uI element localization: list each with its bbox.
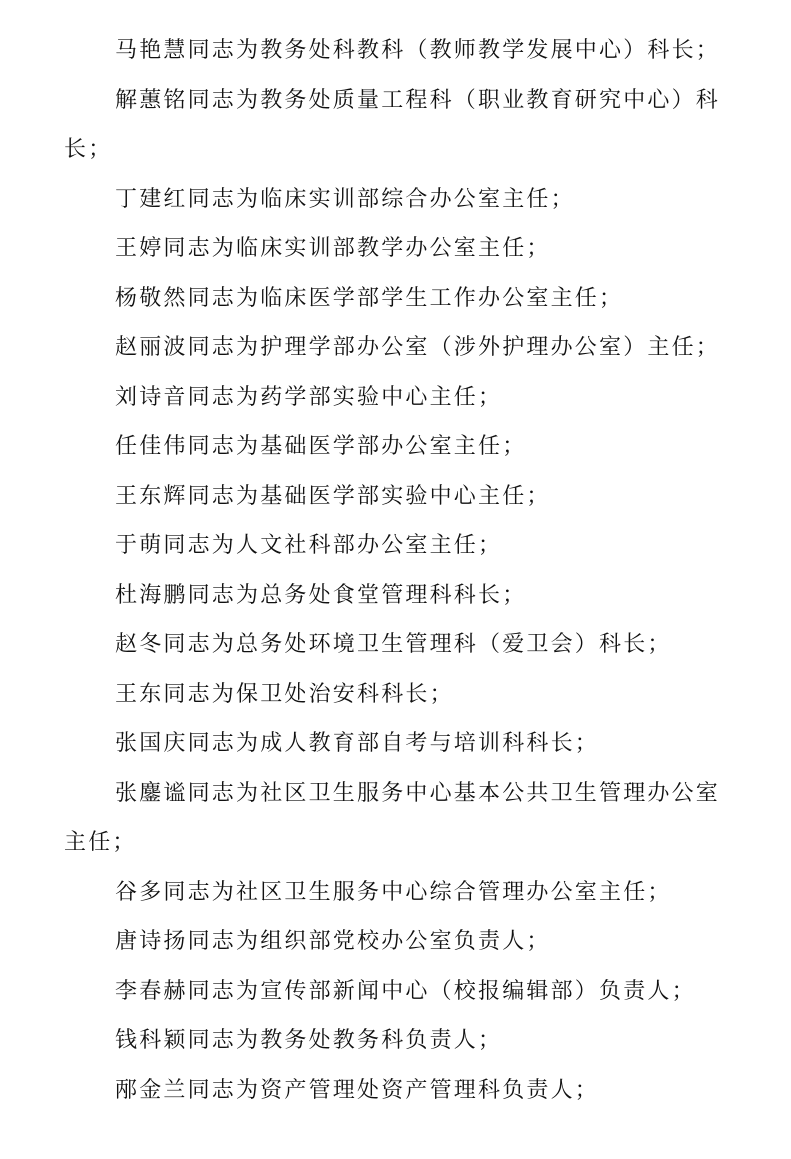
appointment-paragraph: 杜海鹏同志为总务处食堂管理科科长； (115, 582, 527, 608)
document-body (64, 26, 728, 1115)
appointment-paragraph: 刘诗音同志为药学部实验中心主任； (115, 384, 503, 410)
appointment-paragraph: 杨敬然同志为临床医学部学生工作办公室主任； (115, 285, 624, 311)
appointment-paragraph: 唐诗扬同志为组织部党校办公室负责人； (115, 929, 551, 954)
appointment-paragraph: 钱科颖同志为教务处教务科负责人； (115, 1028, 503, 1053)
appointment-paragraph: 邴金兰同志为资产管理处资产管理科负责人； (115, 1077, 600, 1103)
appointment-paragraph: 马艳慧同志为教务处科教科（教师教学发展中心）科长； (115, 38, 721, 63)
appointment-paragraph: 于萌同志为人文社科部办公室主任； (115, 533, 503, 558)
appointment-paragraph: 王东同志为保卫处治安科科长； (115, 681, 454, 707)
appointment-paragraph: 李春赫同志为宣传部新闻中心（校报编辑部）负责人； (115, 978, 696, 1004)
appointment-paragraph: 赵冬同志为总务处环境卫生管理科（爱卫会）科长； (115, 632, 672, 657)
appointment-paragraph: 王婷同志为临床实训部教学办公室主任； (115, 236, 551, 261)
appointment-paragraph: 张鏖谧同志为社区卫生服务中心基本公共卫生管理办公室主任； (64, 780, 721, 855)
appointment-paragraph: 谷多同志为社区卫生服务中心综合管理办公室主任； (115, 879, 672, 905)
appointment-paragraph: 赵丽波同志为护理学部办公室（涉外护理办公室）主任； (115, 335, 721, 360)
appointment-paragraph: 丁建红同志为临床实训部综合办公室主任； (115, 186, 575, 212)
appointment-paragraph: 张国庆同志为成人教育部自考与培训科科长； (115, 731, 600, 756)
appointment-paragraph: 解蕙铭同志为教务处质量工程科（职业教育研究中心）科长； (64, 87, 721, 162)
appointment-paragraph: 任佳伟同志为基础医学部办公室主任； (115, 434, 527, 459)
appointment-paragraph: 王东辉同志为基础医学部实验中心主任； (115, 483, 551, 509)
